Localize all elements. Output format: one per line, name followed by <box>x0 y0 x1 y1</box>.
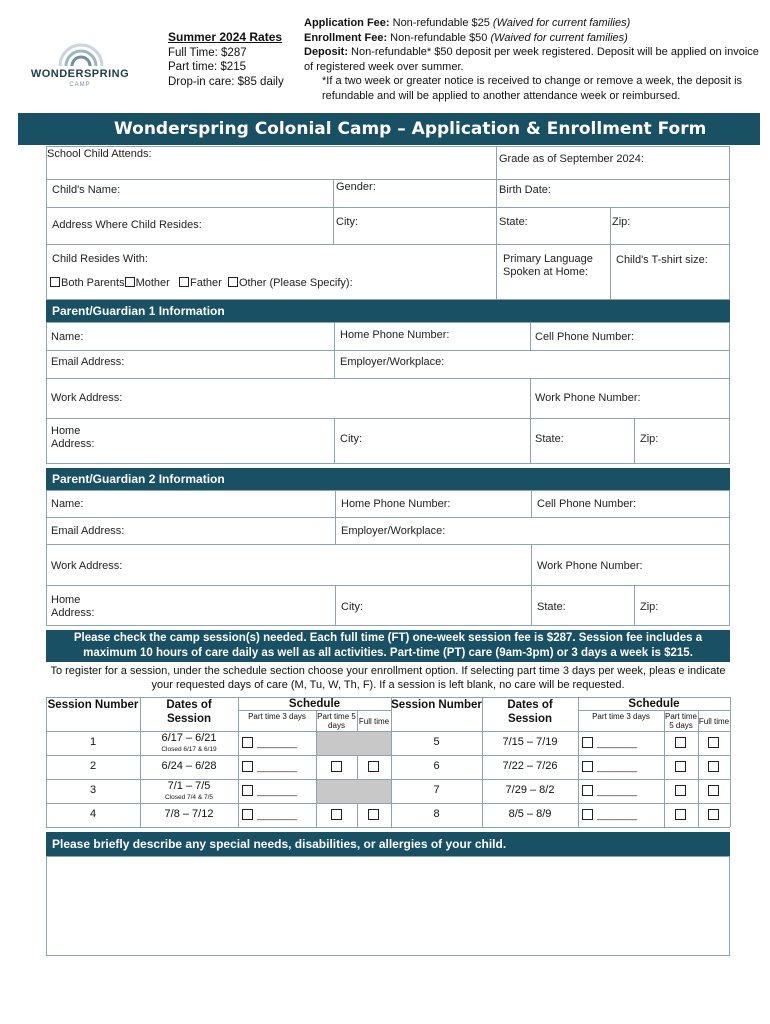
divider <box>335 585 336 626</box>
session-dates <box>482 784 578 796</box>
session-number: 7 <box>433 784 440 796</box>
days-blank[interactable]: ________ <box>257 810 298 820</box>
session-number-header: Session Number <box>47 699 139 711</box>
g2-city-field[interactable]: City: <box>341 601 363 613</box>
g2-work-phone-field[interactable]: Work Phone Number: <box>537 560 643 572</box>
session-dates <box>482 736 578 748</box>
divider <box>334 418 335 464</box>
session-dates-header: Dates of Session <box>166 699 212 725</box>
divider <box>730 697 731 827</box>
full-time-checkbox[interactable] <box>708 809 719 820</box>
g2-state-field[interactable]: State: <box>537 601 566 613</box>
part-time-3-checkbox[interactable] <box>582 809 593 820</box>
part-time-5-checkbox[interactable] <box>675 737 686 748</box>
tshirt-field[interactable]: Child's T-shirt size: <box>616 254 708 266</box>
divider <box>531 544 532 626</box>
fees-block <box>304 16 760 103</box>
g2-zip-field[interactable]: Zip: <box>640 601 659 613</box>
g1-home-address-field[interactable]: Home Address: <box>51 425 95 450</box>
divider <box>391 731 730 732</box>
part-time-3-checkbox[interactable] <box>242 761 253 772</box>
g1-name-field[interactable]: Name: <box>51 331 84 343</box>
session-number: 4 <box>89 808 97 820</box>
part-time-3-header: Part time 3 days <box>592 712 650 721</box>
g2-home-phone-field[interactable]: Home Phone Number: <box>341 498 451 510</box>
divider <box>698 710 699 827</box>
divider <box>391 803 730 804</box>
g1-state-field[interactable]: State: <box>535 433 564 445</box>
special-needs-textarea[interactable] <box>46 856 730 956</box>
session-dates-text: 6/24 – 6/28 <box>161 760 217 772</box>
unavailable-cell <box>317 732 391 755</box>
divider <box>46 418 730 419</box>
g2-name-field[interactable]: Name: <box>51 498 84 510</box>
divider <box>357 710 358 827</box>
session-dates <box>140 808 238 820</box>
session-number: 2 <box>89 760 97 772</box>
g1-home-phone-field[interactable]: Home Phone Number: <box>340 329 450 341</box>
wonderspring-logo <box>30 32 130 94</box>
father-checkbox[interactable] <box>179 277 189 287</box>
unavailable-cell <box>317 780 391 803</box>
full-time-checkbox[interactable] <box>368 761 379 772</box>
session-dates-text: 7/1 – 7/5 <box>167 780 211 792</box>
state-field[interactable]: State: <box>499 216 528 228</box>
divider <box>391 779 730 780</box>
g1-cell-phone-field[interactable]: Cell Phone Number: <box>535 331 635 343</box>
zip-field[interactable]: Zip: <box>612 216 631 228</box>
part-time-5-header: Part time 5 days <box>664 712 697 730</box>
rate-full-time: Full Time: $287 <box>168 46 247 59</box>
rates-block <box>168 30 284 89</box>
session-dates-text: 7/15 – 7/19 <box>502 736 558 748</box>
g1-employer-field[interactable]: Employer/Workplace: <box>340 356 445 368</box>
part-time-3-checkbox[interactable] <box>582 761 593 772</box>
session-dates-text: 6/17 – 6/21 <box>161 732 217 744</box>
divider <box>46 585 730 586</box>
mother-checkbox[interactable] <box>125 277 135 287</box>
session-dates <box>140 732 238 753</box>
session-number: 5 <box>433 736 440 748</box>
divider <box>46 544 730 545</box>
rates-title: Summer 2024 Rates <box>168 30 283 44</box>
part-time-3-checkbox[interactable] <box>242 737 253 748</box>
session-dates <box>482 760 578 772</box>
g2-work-address-field[interactable]: Work Address: <box>51 560 123 572</box>
divider <box>610 207 611 300</box>
divider <box>530 378 531 464</box>
part-time-5-checkbox[interactable] <box>675 761 686 772</box>
part-time-5-checkbox[interactable] <box>675 785 686 796</box>
full-time-header: Full time <box>698 717 730 726</box>
schedule-header: Schedule <box>628 698 680 710</box>
session-dates-text: 7/22 – 7/26 <box>502 760 558 772</box>
city-field[interactable]: City: <box>336 216 358 228</box>
session-dates-text: 8/5 – 8/9 <box>508 808 552 820</box>
full-time-checkbox[interactable] <box>708 737 719 748</box>
divider <box>46 207 730 208</box>
logo-name: WONDERSPRING <box>30 68 130 80</box>
full-time-checkbox[interactable] <box>708 785 719 796</box>
resides-with-label: Child Resides With: <box>52 253 148 265</box>
session-instructions: To register for a session, under the schedule section choose your enrollment option. If selecting part time 3 days per week, pleas e indicate your requested days of care (M, Tu, W, Th, F). If a session is left blank, no care will be requested. <box>50 665 726 691</box>
days-blank[interactable]: ________ <box>257 762 298 772</box>
part-time-3-checkbox[interactable] <box>242 809 253 820</box>
g1-work-phone-field[interactable]: Work Phone Number: <box>535 392 641 404</box>
logo-subtitle: CAMP <box>69 82 91 88</box>
full-time-header: Full time <box>358 717 390 726</box>
g1-work-address-field[interactable]: Work Address: <box>51 392 123 404</box>
other-checkbox[interactable] <box>228 277 238 287</box>
school-field[interactable]: School Child Attends: <box>47 148 152 160</box>
deposit-info: Deposit: Non-refundable* $50 deposit per week registered. Deposit will be applied on invoice of registered week over summer. <box>304 46 759 73</box>
session-dates <box>140 780 238 801</box>
days-blank[interactable]: ________ <box>257 738 298 748</box>
g1-email-field[interactable]: Email Address: <box>51 356 125 368</box>
part-time-5-checkbox[interactable] <box>331 809 342 820</box>
part-time-3-checkbox[interactable] <box>582 737 593 748</box>
divider <box>333 179 334 244</box>
full-time-checkbox[interactable] <box>708 761 719 772</box>
days-blank[interactable]: ________ <box>257 786 298 796</box>
both-parents-checkbox[interactable] <box>50 277 60 287</box>
logo-arc-icon <box>58 32 104 66</box>
session-dates-header: Dates of Session <box>507 699 553 725</box>
g1-zip-field[interactable]: Zip: <box>640 433 659 445</box>
divider <box>46 244 730 245</box>
divider <box>496 146 497 300</box>
part-time-3-header: Part time 3 days <box>248 712 306 721</box>
part-time-3-checkbox[interactable] <box>242 785 253 796</box>
session-dates <box>482 808 578 820</box>
session-number: 3 <box>89 784 97 796</box>
divider <box>46 803 391 804</box>
session-closed-note: Closed 7/4 & 7/5 <box>164 794 214 801</box>
divider <box>391 827 730 828</box>
child-name-field[interactable]: Child's Name: <box>52 184 121 196</box>
part-time-5-header: Part time 5 days <box>317 712 356 730</box>
guardian2-section <box>46 490 730 626</box>
full-time-checkbox[interactable] <box>368 809 379 820</box>
rate-drop-in: Drop-in care: $85 daily <box>168 75 284 88</box>
schedule-header: Schedule <box>288 698 341 710</box>
session-number: 8 <box>433 808 440 820</box>
deposit-footnote: *If a two week or greater notice is received to change or remove a week, the deposit is refundable and will be applied to another attendance week or reimbursed. <box>322 75 743 102</box>
enrollment-fee: Enrollment Fee: Non-refundable $50 (Waived for current families) <box>304 31 628 44</box>
address-field[interactable]: Address Where Child Resides: <box>52 219 202 231</box>
days-blank[interactable]: ________ <box>597 738 638 748</box>
divider <box>634 418 635 464</box>
divider <box>391 755 730 756</box>
days-blank[interactable]: ________ <box>597 786 638 796</box>
days-blank[interactable]: ________ <box>597 810 638 820</box>
grade-field[interactable]: Grade as of September 2024: <box>499 153 644 165</box>
divider <box>46 179 730 180</box>
session-dates-text: 7/29 – 8/2 <box>505 784 555 796</box>
resides-with-options: Both Parents Mother Father Other (Please Specify): <box>50 277 353 289</box>
divider <box>46 755 391 756</box>
g1-city-field[interactable]: City: <box>340 433 362 445</box>
session-notice: Please check the camp session(s) needed. Each full time (FT) one-week session fee is $287. Session fee includes a maximum 10 hours of care daily as well as all activities. Part-time (PT) care (9am-3pm) or 3 days a week is $215. <box>46 630 730 662</box>
session-number-header: Session Number <box>391 699 482 711</box>
part-time-5-checkbox[interactable] <box>675 809 686 820</box>
part-time-3-checkbox[interactable] <box>582 785 593 796</box>
g2-employer-field[interactable]: Employer/Workplace: <box>341 525 446 537</box>
divider <box>334 322 335 378</box>
divider <box>46 378 730 379</box>
application-fee: Application Fee: Non-refundable $25 (Waived for current families) <box>304 17 631 29</box>
special-needs-header: Please briefly describe any special needs, disabilities, or allergies of your child. <box>46 832 730 856</box>
language-field[interactable]: Primary Language Spoken at Home: <box>503 253 593 278</box>
divider <box>530 322 531 350</box>
form-title: Wonderspring Colonial Camp – Application & Enrollment Form <box>18 113 760 145</box>
session-number: 6 <box>433 760 440 772</box>
gender-field[interactable]: Gender: <box>336 181 376 193</box>
g2-cell-phone-field[interactable]: Cell Phone Number: <box>537 498 637 510</box>
divider <box>634 585 635 626</box>
divider <box>335 490 336 544</box>
guardian2-header: Parent/Guardian 2 Information <box>46 468 730 490</box>
part-time-5-checkbox[interactable] <box>331 761 342 772</box>
session-number: 1 <box>89 736 97 748</box>
session-closed-note: Closed 6/17 & 6/19 <box>161 746 217 753</box>
rate-part-time: Part time: $215 <box>168 61 246 73</box>
g2-email-field[interactable]: Email Address: <box>51 525 125 537</box>
divider <box>46 350 730 351</box>
session-dates-text: 7/8 – 7/12 <box>164 808 214 820</box>
divider <box>46 827 391 828</box>
days-blank[interactable]: ________ <box>597 762 638 772</box>
birth-date-field[interactable]: Birth Date: <box>499 184 551 196</box>
divider <box>46 517 730 518</box>
divider <box>531 490 532 517</box>
g2-home-address-field[interactable]: Home Address: <box>51 594 95 619</box>
session-dates <box>140 760 238 772</box>
guardian1-header: Parent/Guardian 1 Information <box>46 300 730 322</box>
